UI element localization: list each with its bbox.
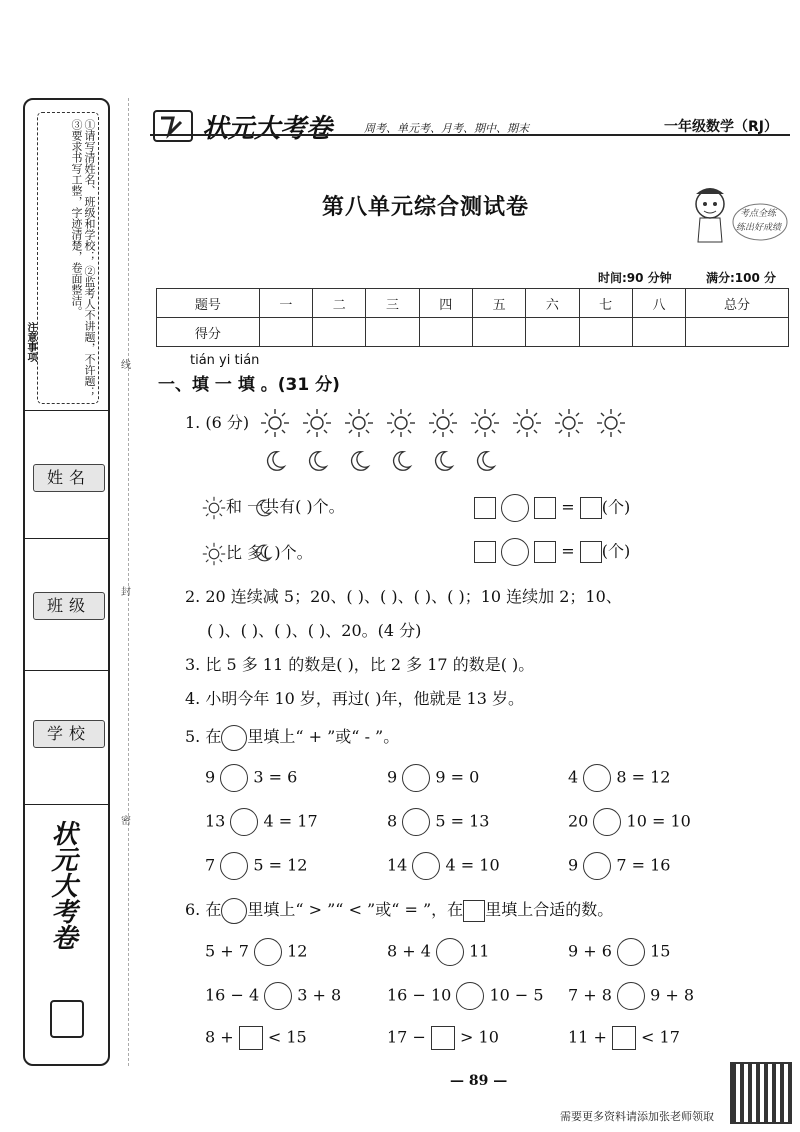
unit-label: (个): [601, 541, 631, 561]
strip-divider: [23, 538, 110, 539]
box-symbol: [463, 900, 485, 922]
q2-line2: ( )、( )、( )、( )、20。(4 分): [207, 621, 422, 640]
operator-circle[interactable]: [583, 852, 611, 880]
moon-icon: [430, 448, 456, 478]
q6-box-inequality: [387, 1026, 499, 1050]
q5-equation: [568, 852, 670, 880]
expression: 8 +: [205, 1027, 239, 1047]
note-3: ③要求书写工整，字迹清楚，卷面整洁。: [70, 119, 83, 317]
operand: 4: [568, 767, 584, 787]
q5-equation: [387, 808, 489, 836]
sun-icon: [344, 408, 374, 442]
q6-prefix: 6. 在: [185, 900, 222, 919]
answer-box[interactable]: [580, 497, 602, 519]
sun-icon: [554, 408, 584, 442]
mascot-line1: 考点全练: [740, 209, 777, 219]
table-cell: 一: [259, 289, 312, 318]
q6-comparison: [387, 982, 544, 1010]
strip-divider: [23, 410, 110, 411]
q1-line-b-text: 比 多( )个。: [226, 543, 313, 562]
operand: 4 = 10: [440, 855, 500, 875]
score-table: [156, 288, 789, 347]
page-number: — 89 —: [450, 1073, 508, 1089]
operand: 10 = 10: [621, 811, 691, 831]
table-cell: 三: [366, 289, 419, 318]
expression: 11: [464, 941, 490, 961]
table-cell: 五: [472, 289, 525, 318]
operator-circle[interactable]: [501, 494, 529, 522]
sun-icon: [428, 408, 458, 442]
cut-line: [128, 98, 129, 1066]
expression: 17 −: [387, 1027, 431, 1047]
score-header-row: [157, 289, 789, 318]
operator-circle[interactable]: [593, 808, 621, 836]
answer-box[interactable]: [534, 541, 556, 563]
operand: 5 = 12: [248, 855, 308, 875]
expression: 11 +: [568, 1027, 612, 1047]
sun-icon: [470, 408, 500, 442]
q5-equation: [568, 808, 691, 836]
table-cell: 得分: [157, 318, 260, 347]
side-brand: 状元大考卷: [47, 820, 77, 950]
expression: 16 − 10: [387, 985, 457, 1005]
q5-equation: [387, 852, 500, 880]
q5-equation: [205, 808, 318, 836]
operator-circle[interactable]: [501, 538, 529, 566]
operator-circle[interactable]: [220, 764, 248, 792]
q5-equation: [568, 764, 670, 792]
operator-circle[interactable]: [230, 808, 258, 836]
answer-box[interactable]: [534, 497, 556, 519]
compare-circle[interactable]: [617, 938, 645, 966]
score-input-cell[interactable]: [686, 318, 789, 347]
q5-equation: [205, 852, 307, 880]
operand: 4 = 17: [258, 811, 318, 831]
circle-symbol: [221, 725, 247, 751]
operand: 20: [568, 811, 594, 831]
moon-row: [262, 448, 514, 478]
operand: 3 = 6: [248, 767, 298, 787]
answer-box[interactable]: [474, 497, 496, 519]
table-cell: 六: [526, 289, 579, 318]
note-1: ①请写清姓名、班级和学校；: [83, 119, 96, 262]
expression: 7 + 8: [568, 985, 618, 1005]
score-input-cell[interactable]: [366, 318, 419, 347]
sun-icon: [202, 496, 226, 520]
sun-icon: [202, 542, 226, 566]
operand: 14: [387, 855, 413, 875]
q1-line-a-text: 和 一共有( )个。: [226, 497, 345, 516]
expression: < 17: [635, 1027, 680, 1047]
answer-box[interactable]: [612, 1026, 636, 1050]
score-input-row: [157, 318, 789, 347]
table-cell: 四: [419, 289, 472, 318]
expression: > 10: [454, 1027, 499, 1047]
answer-box[interactable]: [474, 541, 496, 563]
mascot-illustration: [684, 182, 788, 246]
notes-label: 注意事项: [25, 322, 36, 362]
q3-text: 3. 比 5 多 11 的数是( )，比 2 多 17 的数是( )。: [185, 655, 535, 674]
q6-box-inequality: [205, 1026, 307, 1050]
strip-divider: [23, 804, 110, 805]
q6-comparison: [387, 938, 489, 966]
sun-row: [260, 408, 638, 442]
compare-circle[interactable]: [617, 982, 645, 1010]
operand: 7: [205, 855, 221, 875]
operand: 9: [387, 767, 403, 787]
q2-line1: 2. 20 连续减 5；20、( )、( )、( )、( )；10 连续加 2；10、: [185, 587, 622, 606]
compare-circle[interactable]: [456, 982, 484, 1010]
operand: 13: [205, 811, 231, 831]
q4-text: 4. 小明今年 10 岁，再过( )年，他就是 13 岁。: [185, 689, 524, 708]
logo-icon: [153, 110, 193, 142]
strip-divider: [23, 670, 110, 671]
q6-comparison: [568, 982, 694, 1010]
score-input-cell[interactable]: [526, 318, 579, 347]
school-field-label: 学校: [33, 720, 105, 748]
operand: 9: [205, 767, 221, 787]
operand: 9 = 0: [430, 767, 480, 787]
operand: 8: [387, 811, 403, 831]
score-input-cell[interactable]: [419, 318, 472, 347]
name-field-label: 姓名: [33, 464, 105, 492]
sun-icon: [596, 408, 626, 442]
operator-circle[interactable]: [412, 852, 440, 880]
section-title: 一、填 一 填 。(31 分): [158, 375, 340, 395]
table-cell: 七: [579, 289, 632, 318]
moon-icon: [262, 448, 288, 478]
answer-box[interactable]: [239, 1026, 263, 1050]
score-input-cell[interactable]: [259, 318, 312, 347]
answer-box[interactable]: [431, 1026, 455, 1050]
expression: 5 + 7: [205, 941, 255, 961]
q5-prefix: 5. 在: [185, 727, 222, 746]
notes-box: [37, 112, 99, 404]
class-field-label: 班级: [33, 592, 105, 620]
seal-mark: 密: [121, 816, 131, 827]
full-score: 满分:100 分: [706, 271, 777, 285]
promo-text: 需要更多资料请添加张老师领取: [560, 1110, 714, 1123]
moon-icon: [388, 448, 414, 478]
answer-box[interactable]: [580, 541, 602, 563]
operator-circle[interactable]: [402, 808, 430, 836]
circle-symbol: [221, 898, 247, 924]
q5-suffix: 里填上“ + ”或“ - ”。: [247, 727, 400, 746]
q6-mid: 里填上“ > ”“ < ”或“ = ”，在: [247, 900, 464, 919]
qr-code-icon[interactable]: [730, 1062, 792, 1124]
expression: 15: [645, 941, 671, 961]
table-cell: 题号: [157, 289, 260, 318]
page-title: 第八单元综合测试卷: [322, 195, 530, 220]
moon-icon: [304, 448, 330, 478]
tagline: 周考、单元考、月考、期中、期末: [364, 122, 529, 135]
q6-suffix: 里填上合适的数。: [485, 900, 614, 919]
notes-text: [70, 119, 96, 399]
expression: 9 + 8: [645, 985, 695, 1005]
expression: < 15: [262, 1027, 307, 1047]
table-cell: 八: [632, 289, 685, 318]
brand-title: 状元大考卷: [202, 114, 333, 144]
q1-equation-a: = (个): [474, 494, 630, 522]
mascot-line2: 练出好成绩: [736, 223, 782, 233]
operand: 7 = 16: [611, 855, 671, 875]
moon-icon: [346, 448, 372, 478]
compare-circle[interactable]: [264, 982, 292, 1010]
q6-comparison: [568, 938, 670, 966]
seal-mark: 封: [121, 587, 131, 598]
section-pinyin: tián yi tián: [190, 353, 260, 368]
score-input-cell[interactable]: [632, 318, 685, 347]
moon-icon: [252, 497, 274, 519]
compare-circle[interactable]: [254, 938, 282, 966]
q1-label: 1. (6 分): [185, 413, 250, 432]
q5-equation: [387, 764, 479, 792]
expression: 3 + 8: [292, 985, 342, 1005]
header-rule: [150, 134, 790, 136]
seal-mark: 线: [121, 360, 131, 371]
compare-circle[interactable]: [436, 938, 464, 966]
score-input-cell[interactable]: [313, 318, 366, 347]
sun-icon: [512, 408, 542, 442]
operator-circle[interactable]: [583, 764, 611, 792]
q6-comparison: [205, 982, 341, 1010]
expression: 16 − 4: [205, 985, 265, 1005]
side-logo-icon: [50, 1000, 84, 1038]
table-cell: 二: [313, 289, 366, 318]
operator-circle[interactable]: [402, 764, 430, 792]
moon-icon: [472, 448, 498, 478]
operator-circle[interactable]: [220, 852, 248, 880]
expression: 8 + 4: [387, 941, 437, 961]
sun-icon: [302, 408, 332, 442]
sun-icon: [260, 408, 290, 442]
operand: 8 = 12: [611, 767, 671, 787]
expression: 12: [282, 941, 308, 961]
note-2: ②监考人不讲题，不许题；: [83, 265, 96, 398]
operand: 9: [568, 855, 584, 875]
expression: 9 + 6: [568, 941, 618, 961]
moon-icon: [252, 542, 274, 564]
q5-instruction: [185, 724, 399, 751]
time-limit: 时间:90 分钟: [598, 271, 672, 285]
score-input-cell[interactable]: [472, 318, 525, 347]
unit-label: (个): [601, 497, 631, 517]
sun-icon: [386, 408, 416, 442]
expression: 10 − 5: [484, 985, 544, 1005]
grade-label: 一年级数学（RJ）: [664, 119, 778, 135]
q6-comparison: [205, 938, 307, 966]
q6-box-inequality: [568, 1026, 680, 1050]
q6-instruction: [185, 897, 613, 924]
q1-equation-b: = (个): [474, 538, 630, 566]
score-input-cell[interactable]: [579, 318, 632, 347]
table-cell: 总分: [686, 289, 789, 318]
operand: 5 = 13: [430, 811, 490, 831]
q5-equation: [205, 764, 297, 792]
